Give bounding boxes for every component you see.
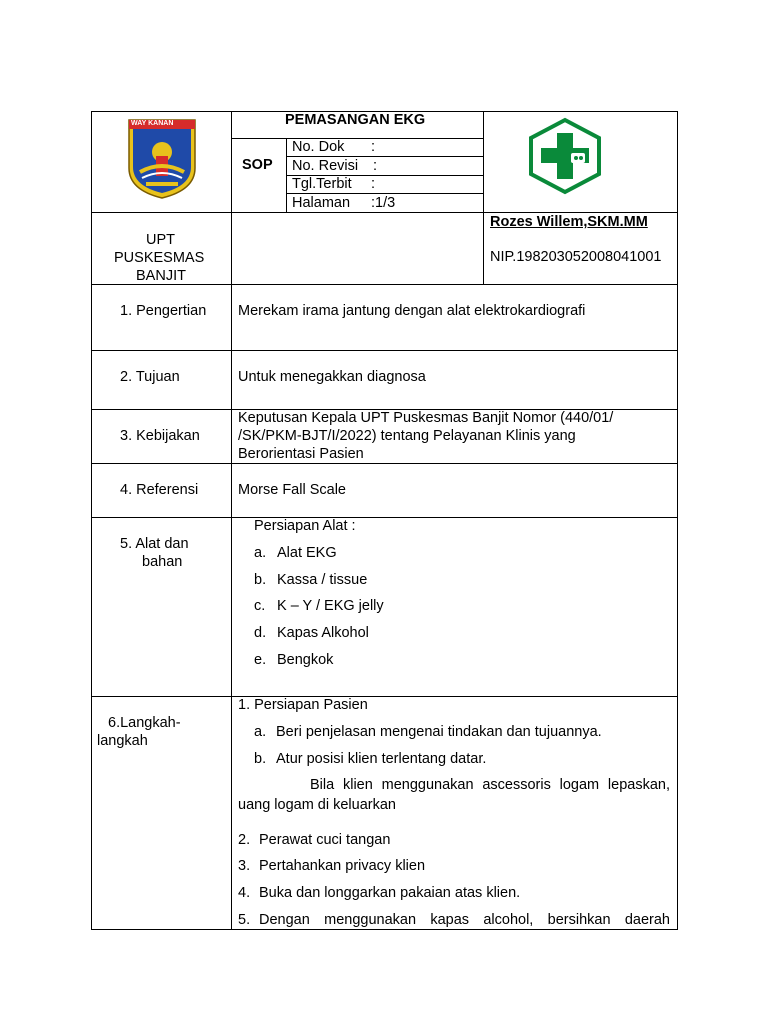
grid-line <box>483 111 484 284</box>
grid-line <box>231 111 232 930</box>
kebijakan-line: Berorientasi Pasien <box>238 446 364 462</box>
alat-item-marker: c. <box>254 598 266 614</box>
pengertian-label: 1. Pengertian <box>120 303 207 319</box>
pengertian-text: Merekam irama jantung dengan alat elektrokardiografi <box>238 303 586 319</box>
referensi-label: 4. Referensi <box>120 482 199 498</box>
alat-item: K – Y / EKG jelly <box>277 598 384 614</box>
langkah-sub-item: Beri penjelasan mengenai tindakan dan tujuannya. <box>276 724 602 740</box>
langkah-step: Buka dan longgarkan pakaian atas klien. <box>259 885 521 901</box>
kebijakan-line: /SK/PKM-BJT/I/2022) tentang Pelayanan Klinis yang <box>238 428 576 444</box>
institution-line2: PUSKESMAS <box>114 250 205 266</box>
tujuan-text: Untuk menegakkan diagnosa <box>238 369 426 385</box>
langkah-step-marker: 4. <box>238 885 251 901</box>
alat-item: Kapas Alkohol <box>277 625 369 641</box>
field-no-revisi-label: No. Revisi <box>292 158 359 174</box>
langkah-step: Pertahankan privacy klien <box>259 858 426 874</box>
grid-line <box>91 696 678 697</box>
langkah-note: Bila klien menggunakan ascessoris logam lepaskan, <box>310 777 670 793</box>
document-title: PEMASANGAN EKG <box>285 112 426 128</box>
kemenkes-logo <box>525 117 605 195</box>
kebijakan-line: Keputusan Kepala UPT Puskesmas Banjit Nomor (440/01/ <box>238 410 614 426</box>
langkah-sub-marker: a. <box>254 724 267 740</box>
alat-item-marker: a. <box>254 545 267 561</box>
langkah-step-marker: 2. <box>238 832 251 848</box>
grid-line <box>91 350 678 351</box>
grid-line <box>231 138 483 139</box>
field-halaman-value: :1/3 <box>371 195 396 211</box>
signatory-name: Rozes Willem,SKM.MM <box>490 214 648 230</box>
field-halaman-label: Halaman <box>292 195 351 211</box>
referensi-text: Morse Fall Scale <box>238 482 346 498</box>
alat-item-marker: e. <box>254 652 267 668</box>
grid-line <box>91 111 92 930</box>
field-no-dok-label: No. Dok <box>292 139 345 155</box>
field-tgl-terbit-value: : <box>371 176 376 192</box>
alat-item: Kassa / tissue <box>277 572 368 588</box>
field-tgl-terbit-label: Tgl.Terbit <box>292 176 352 192</box>
langkah-step: Dengan menggunakan kapas alcohol, bersihkan daerah <box>259 912 670 928</box>
langkah-step-marker: 3. <box>238 858 251 874</box>
langkah-label: 6.Langkah- <box>108 715 181 731</box>
langkah-step: Perawat cuci tangan <box>259 832 391 848</box>
alat-item-marker: b. <box>254 572 267 588</box>
way-kanan-logo <box>126 118 198 200</box>
langkah-sub-marker: b. <box>254 751 267 767</box>
grid-line <box>91 929 678 930</box>
field-no-dok-value: : <box>371 139 376 155</box>
institution-line3: BANJIT <box>136 268 186 284</box>
grid-line <box>91 463 678 464</box>
alat-item: Bengkok <box>277 652 334 668</box>
langkah-label: langkah <box>97 733 148 749</box>
tujuan-label: 2. Tujuan <box>120 369 180 385</box>
alat-item: Alat EKG <box>277 545 337 561</box>
langkah-step-marker: 5. <box>238 912 251 928</box>
signatory-nip: NIP.198203052008041001 <box>490 249 662 265</box>
alat-item-marker: d. <box>254 625 267 641</box>
kebijakan-label: 3. Kebijakan <box>120 428 200 444</box>
alat-label: bahan <box>142 554 183 570</box>
grid-line <box>677 111 678 930</box>
field-no-revisi-value: : <box>373 158 378 174</box>
alat-label: 5. Alat dan <box>120 536 189 552</box>
langkah-note: uang logam di keluarkan <box>238 797 396 813</box>
langkah-heading: 1. Persiapan Pasien <box>238 697 368 713</box>
alat-heading: Persiapan Alat : <box>254 518 356 534</box>
grid-line <box>91 517 678 518</box>
logo-text: WAY KANAN <box>131 120 174 127</box>
institution-line1: UPT <box>146 232 175 248</box>
langkah-sub-item: Atur posisi klien terlentang datar. <box>276 751 487 767</box>
sop-label: SOP <box>242 157 273 173</box>
